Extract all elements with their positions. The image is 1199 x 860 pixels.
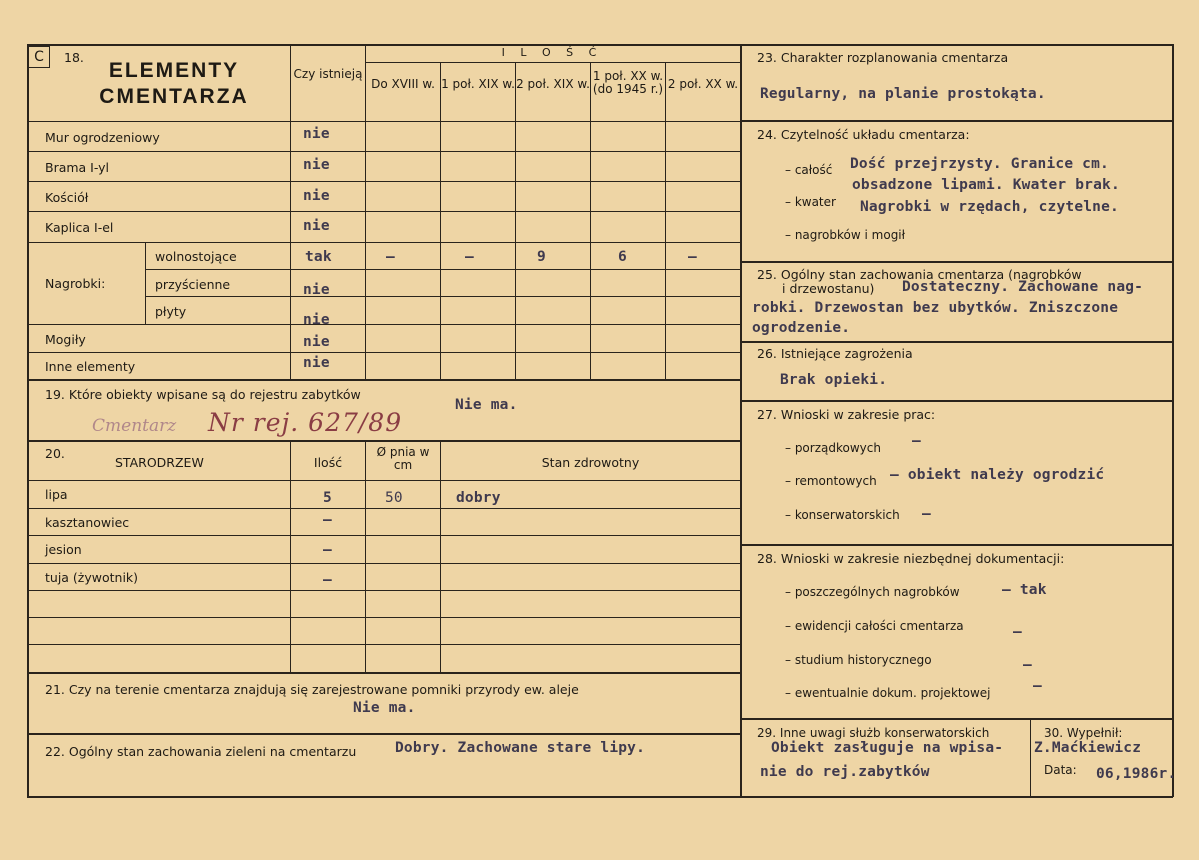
- exists-chapel: nie: [303, 218, 330, 234]
- s27-repair-label: – remontowych: [785, 474, 877, 488]
- row-rule: [145, 269, 740, 270]
- row-rule: [28, 242, 740, 243]
- s28-item-label: – ewidencji całości cmentarza: [785, 619, 964, 633]
- tree-name: tuja (żywotnik): [45, 570, 139, 585]
- frame-bottom: [27, 796, 1173, 798]
- tree-diam: 50: [385, 490, 403, 506]
- s23-answer: Regularny, na planie prostokąta.: [760, 86, 1046, 102]
- s29-s30-divider: [1030, 718, 1031, 796]
- s20-col-qty: Ilość: [313, 455, 343, 470]
- s25-label-1: 25. Ogólny stan zachowania cmentarza (nagrobków: [757, 267, 1082, 282]
- tree-qty: 5: [323, 490, 332, 506]
- s24-line-1: Dość przejrzysty. Granice cm.: [850, 156, 1109, 172]
- section-rule: [741, 261, 1172, 263]
- count-p2: –: [465, 249, 474, 265]
- row-label-wall: Mur ogrodzeniowy: [45, 130, 160, 145]
- period-5: 2 poł. XX w.: [667, 77, 739, 91]
- s30-filled-by: Z.Maćkiewicz: [1034, 740, 1142, 756]
- s30-label: 30. Wypełnił:: [1044, 726, 1123, 740]
- s23-label: 23. Charakter rozplanowania cmentarza: [757, 50, 1009, 65]
- sub-wall-mounted: przyścienne: [155, 277, 231, 292]
- period-4: 1 poł. XX w. (do 1945 r.): [592, 69, 664, 96]
- s27-label: 27. Wnioski w zakresie prac:: [757, 407, 936, 422]
- section-rule: [741, 120, 1172, 122]
- frame-right: [1172, 44, 1174, 797]
- s29-line-2: nie do rej.zabytków: [760, 764, 930, 780]
- section-rule: [741, 400, 1172, 402]
- s25-label-2: i drzewostanu): [782, 281, 875, 296]
- s28-item-value: –: [1033, 678, 1042, 694]
- row-rule: [28, 352, 740, 353]
- box-letter: C: [28, 46, 50, 68]
- row-rule: [28, 151, 740, 152]
- sub-freestanding: wolnostojące: [155, 249, 237, 264]
- col-exists-header: Czy istnieją: [293, 67, 363, 81]
- count-p3: 9: [537, 249, 546, 265]
- v-p3: [515, 62, 516, 380]
- exists-wall-mounted: nie: [303, 282, 330, 298]
- v-p4: [590, 62, 591, 380]
- quantity-underline: [365, 62, 740, 63]
- exists-gate: nie: [303, 157, 330, 173]
- exists-slabs: nie: [303, 312, 330, 328]
- row-label-gravestones: Nagrobki:: [45, 276, 106, 291]
- s20-col-diam: Ø pnia w cm: [376, 445, 430, 472]
- frame-left: [27, 44, 29, 797]
- v-exists: [290, 44, 291, 380]
- s25-line-3: ogrodzenie.: [752, 320, 851, 336]
- count-p5: –: [688, 249, 697, 265]
- count-p1: –: [386, 249, 395, 265]
- s22-answer: Dobry. Zachowane stare lipy.: [395, 740, 646, 756]
- exists-graves: nie: [303, 334, 330, 350]
- s25-line-2: robki. Drzewostan bez ubytków. Zniszczone: [752, 300, 1119, 316]
- s24-graves-label: – nagrobków i mogił: [785, 228, 906, 242]
- row-label-graves: Mogiły: [45, 332, 86, 347]
- tree-health: dobry: [456, 490, 501, 506]
- row-rule: [28, 535, 740, 536]
- exists-freestanding: tak: [305, 249, 332, 265]
- v-p5: [665, 62, 666, 380]
- section-rule: [28, 379, 740, 381]
- tree-name: lipa: [45, 487, 68, 502]
- section-rule: [28, 440, 740, 442]
- quantity-header: I L O Ś Ć: [501, 46, 603, 59]
- row-rule: [145, 296, 740, 297]
- s27-conserv-label: – konserwatorskich: [785, 508, 900, 522]
- row-rule: [28, 590, 740, 591]
- s26-label: 26. Istniejące zagrożenia: [757, 346, 913, 361]
- s22-label: 22. Ogólny stan zachowania zieleni na cmentarzu: [45, 744, 357, 759]
- exists-wall: nie: [303, 126, 330, 142]
- v-p2: [440, 62, 441, 380]
- row-label-other: Inne elementy: [45, 359, 136, 374]
- exists-other: nie: [303, 355, 330, 371]
- row-label-chapel: Kaplica I-el: [45, 220, 114, 235]
- tree-qty: –: [323, 572, 332, 588]
- exists-church: nie: [303, 188, 330, 204]
- s24-label: 24. Czytelność układu cmentarza:: [757, 127, 970, 142]
- s30-date-label: Data:: [1044, 763, 1077, 777]
- s26-answer: Brak opieki.: [780, 372, 888, 388]
- s24-quarters-label: – kwater: [785, 195, 836, 209]
- row-rule: [28, 563, 740, 564]
- elements-title: [84, 58, 264, 110]
- s27-conserv-value: –: [922, 506, 931, 522]
- tree-name: kasztanowiec: [45, 515, 130, 530]
- s28-item-value: – tak: [1002, 582, 1047, 598]
- tree-qty: –: [323, 542, 332, 558]
- s29-label: 29. Inne uwagi służb konserwatorskich: [757, 726, 990, 740]
- v-nagrobki: [145, 242, 146, 324]
- v-p1: [365, 44, 366, 380]
- s24-line-3: Nagrobki w rzędach, czytelne.: [860, 199, 1119, 215]
- tree-qty: –: [323, 512, 332, 528]
- s21-answer: Nie ma.: [353, 700, 416, 716]
- s19-label: 19. Które obiekty wpisane są do rejestru zabytków: [45, 387, 361, 402]
- row-rule: [28, 617, 740, 618]
- s27-order-value: –: [912, 433, 921, 449]
- s20-v2: [365, 440, 366, 673]
- row-rule: [28, 480, 740, 481]
- s20-number: 20.: [45, 446, 65, 461]
- s19-answer: Nie ma.: [455, 397, 518, 413]
- section-rule: [741, 718, 1172, 720]
- s24-line-2: obsadzone lipami. Kwater brak.: [852, 177, 1120, 193]
- header-bottom-rule: [28, 121, 740, 122]
- s20-v1: [290, 440, 291, 673]
- row-rule: [28, 508, 740, 509]
- sub-slabs: płyty: [155, 304, 187, 319]
- s28-item-label: – ewentualnie dokum. projektowej: [785, 686, 991, 700]
- period-1: Do XVIII w.: [371, 77, 435, 91]
- s27-order-label: – porządkowych: [785, 441, 881, 455]
- s20-title: STARODRZEW: [115, 455, 204, 470]
- row-rule: [28, 181, 740, 182]
- title-line-1: ELEMENTY: [108, 59, 240, 82]
- section-rule: [28, 672, 740, 674]
- s19-hand-word: Cmentarz: [92, 416, 177, 436]
- s20-v3: [440, 440, 441, 673]
- s30-date-value: 06,1986r.: [1096, 766, 1177, 782]
- section-18-number: 18.: [64, 50, 84, 65]
- s27-repair-value: – obiekt należy ogrodzić: [890, 467, 1105, 483]
- s28-label: 28. Wnioski w zakresie niezbędnej dokumentacji:: [757, 551, 1065, 566]
- s28-item-label: – poszczególnych nagrobków: [785, 585, 960, 599]
- s28-item-value: –: [1013, 624, 1022, 640]
- s21-label: 21. Czy na terenie cmentarza znajdują się zarejestrowane pomniki przyrody ew. aleje: [45, 682, 579, 697]
- section-rule: [741, 341, 1172, 343]
- count-p4: 6: [618, 249, 627, 265]
- column-divider: [740, 44, 742, 797]
- s28-item-value: –: [1023, 657, 1032, 673]
- tree-name: jesion: [45, 542, 82, 557]
- s25-line-1: Dostateczny. Zachowane nag-: [902, 279, 1144, 295]
- row-rule: [28, 211, 740, 212]
- s20-col-health: Stan zdrowotny: [541, 455, 640, 470]
- row-label-church: Kościół: [45, 190, 89, 205]
- row-rule: [28, 324, 740, 325]
- s19-hand-registry: Nr rej. 627/89: [208, 408, 403, 437]
- section-rule: [741, 544, 1172, 546]
- title-line-2: CMENTARZA: [99, 85, 249, 108]
- s28-item-label: – studium historycznego: [785, 653, 932, 667]
- row-rule: [28, 644, 740, 645]
- section-rule: [28, 733, 740, 735]
- row-label-gate: Brama I-yl: [45, 160, 110, 175]
- s24-whole-label: – całość: [785, 163, 833, 177]
- period-2: 1 poł. XIX w.: [441, 77, 515, 91]
- period-3: 2 poł. XIX w.: [516, 77, 590, 91]
- s29-line-1: Obiekt zasługuje na wpisa-: [771, 740, 1004, 756]
